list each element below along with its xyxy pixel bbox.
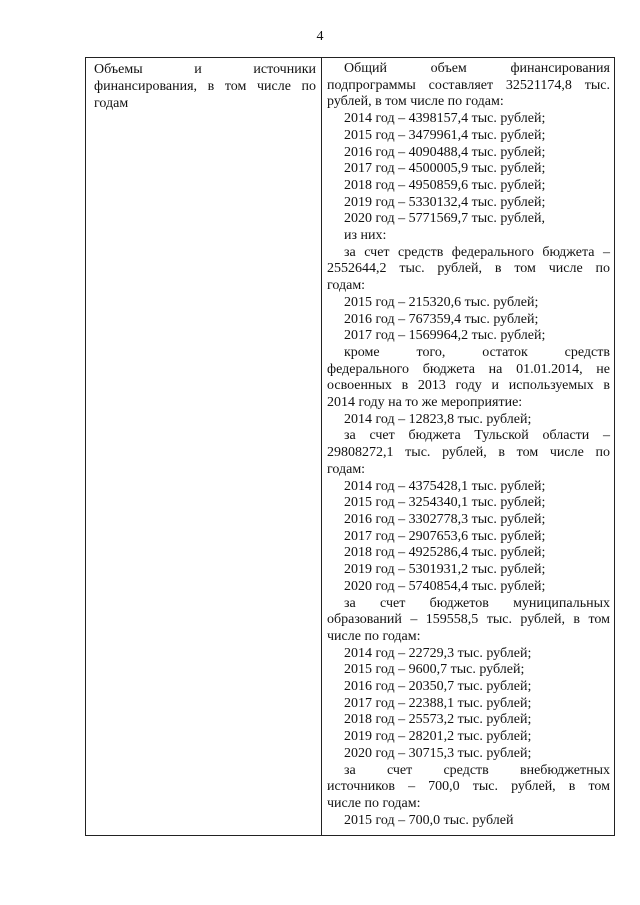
total-intro-line: Общий объем финансирования bbox=[344, 61, 610, 76]
total-year-line: 2016 год – 4090488,4 тыс. рублей; bbox=[344, 144, 546, 160]
financing-table bbox=[85, 57, 615, 836]
extrabudget-intro-line: источников – 700,0 тыс. рублей, в том bbox=[327, 779, 610, 795]
federal-intro-line: за счет средств федерального бюджета – bbox=[344, 244, 610, 260]
municipal-year-line: 2014 год – 22729,3 тыс. рублей; bbox=[344, 645, 532, 661]
regional-year-line: 2016 год – 3302778,3 тыс. рублей; bbox=[344, 511, 546, 527]
total-year-line: 2015 год – 3479961,4 тыс. рублей; bbox=[344, 127, 546, 143]
total-year-line: 2018 год – 4950859,6 тыс. рублей; bbox=[344, 177, 546, 193]
total-year-line: 2014 год – 4398157,4 тыс. рублей; bbox=[344, 111, 546, 127]
municipal-year-line: 2016 год – 20350,7 тыс. рублей; bbox=[344, 679, 532, 695]
extrabudget-year-line: 2015 год – 700,0 тыс. рублей bbox=[344, 812, 514, 828]
regional-year-line: 2014 год – 4375428,1 тыс. рублей; bbox=[344, 478, 546, 494]
page-number: 4 bbox=[316, 29, 324, 44]
besides-intro-line: федерального бюджета на 01.01.2014, не bbox=[327, 361, 610, 377]
table-row-label-cell bbox=[94, 61, 316, 112]
regional-year-line: 2017 год – 2907653,6 тыс. рублей; bbox=[344, 528, 546, 544]
municipal-year-line: 2015 год – 9600,7 тыс. рублей; bbox=[344, 662, 525, 678]
extrabudget-intro-line: числе по годам: bbox=[327, 795, 421, 811]
total-year-line: 2020 год – 5771569,7 тыс. рублей, bbox=[344, 211, 545, 227]
municipal-intro-line: образований – 159558,5 тыс. рублей, в том bbox=[327, 612, 610, 628]
row-label-line: Объемы и источники bbox=[94, 62, 316, 77]
row-label-line: финансирования, в том числе по bbox=[94, 79, 316, 94]
regional-intro-line: 29808272,1 тыс. рублей, в том числе по bbox=[327, 445, 610, 461]
regional-year-line: 2019 год – 5301931,2 тыс. рублей; bbox=[344, 562, 546, 578]
federal-year-line: 2016 год – 767359,4 тыс. рублей; bbox=[344, 311, 539, 327]
municipal-intro-line: числе по годам: bbox=[327, 628, 421, 644]
besides-intro-line: 2014 году на то же мероприятие: bbox=[327, 395, 523, 411]
municipal-year-line: 2018 год – 25573,2 тыс. рублей; bbox=[344, 712, 532, 728]
regional-year-line: 2018 год – 4925286,4 тыс. рублей; bbox=[344, 545, 546, 561]
column-divider bbox=[321, 58, 322, 835]
total-year-line: 2019 год – 5330132,4 тыс. рублей; bbox=[344, 194, 546, 210]
row-label-line: годам bbox=[94, 96, 129, 111]
regional-intro-line: за счет бюджета Тульской области – bbox=[344, 428, 610, 444]
municipal-year-line: 2019 год – 28201,2 тыс. рублей; bbox=[344, 729, 532, 745]
total-intro-line: рублей, в том числе по годам: bbox=[327, 94, 504, 110]
of-them-line: из них: bbox=[344, 228, 387, 244]
municipal-year-line: 2017 год – 22388,1 тыс. рублей; bbox=[344, 695, 532, 711]
extrabudget-intro-line: за счет средств внебюджетных bbox=[344, 762, 610, 778]
total-year-line: 2017 год – 4500005,9 тыс. рублей; bbox=[344, 161, 546, 177]
municipal-intro-line: за счет бюджетов муниципальных bbox=[344, 595, 610, 611]
federal-year-line: 2015 год – 215320,6 тыс. рублей; bbox=[344, 294, 539, 310]
regional-year-line: 2020 год – 5740854,4 тыс. рублей; bbox=[344, 578, 546, 594]
federal-intro-line: годам: bbox=[327, 278, 366, 294]
total-intro-line: подпрограммы составляет 32521174,8 тыс. bbox=[327, 77, 610, 93]
table-row-value-cell bbox=[327, 61, 610, 829]
regional-year-line: 2015 год – 3254340,1 тыс. рублей; bbox=[344, 495, 546, 511]
besides-year-line: 2014 год – 12823,8 тыс. рублей; bbox=[344, 411, 532, 427]
besides-intro-line: освоенных в 2013 году и используемых в bbox=[327, 378, 610, 394]
federal-year-line: 2017 год – 1569964,2 тыс. рублей; bbox=[344, 328, 546, 344]
besides-intro-line: кроме того, остаток средств bbox=[344, 344, 610, 360]
regional-intro-line: годам: bbox=[327, 461, 366, 477]
federal-intro-line: 2552644,2 тыс. рублей, в том числе по bbox=[327, 261, 610, 277]
municipal-year-line: 2020 год – 30715,3 тыс. рублей; bbox=[344, 745, 532, 761]
